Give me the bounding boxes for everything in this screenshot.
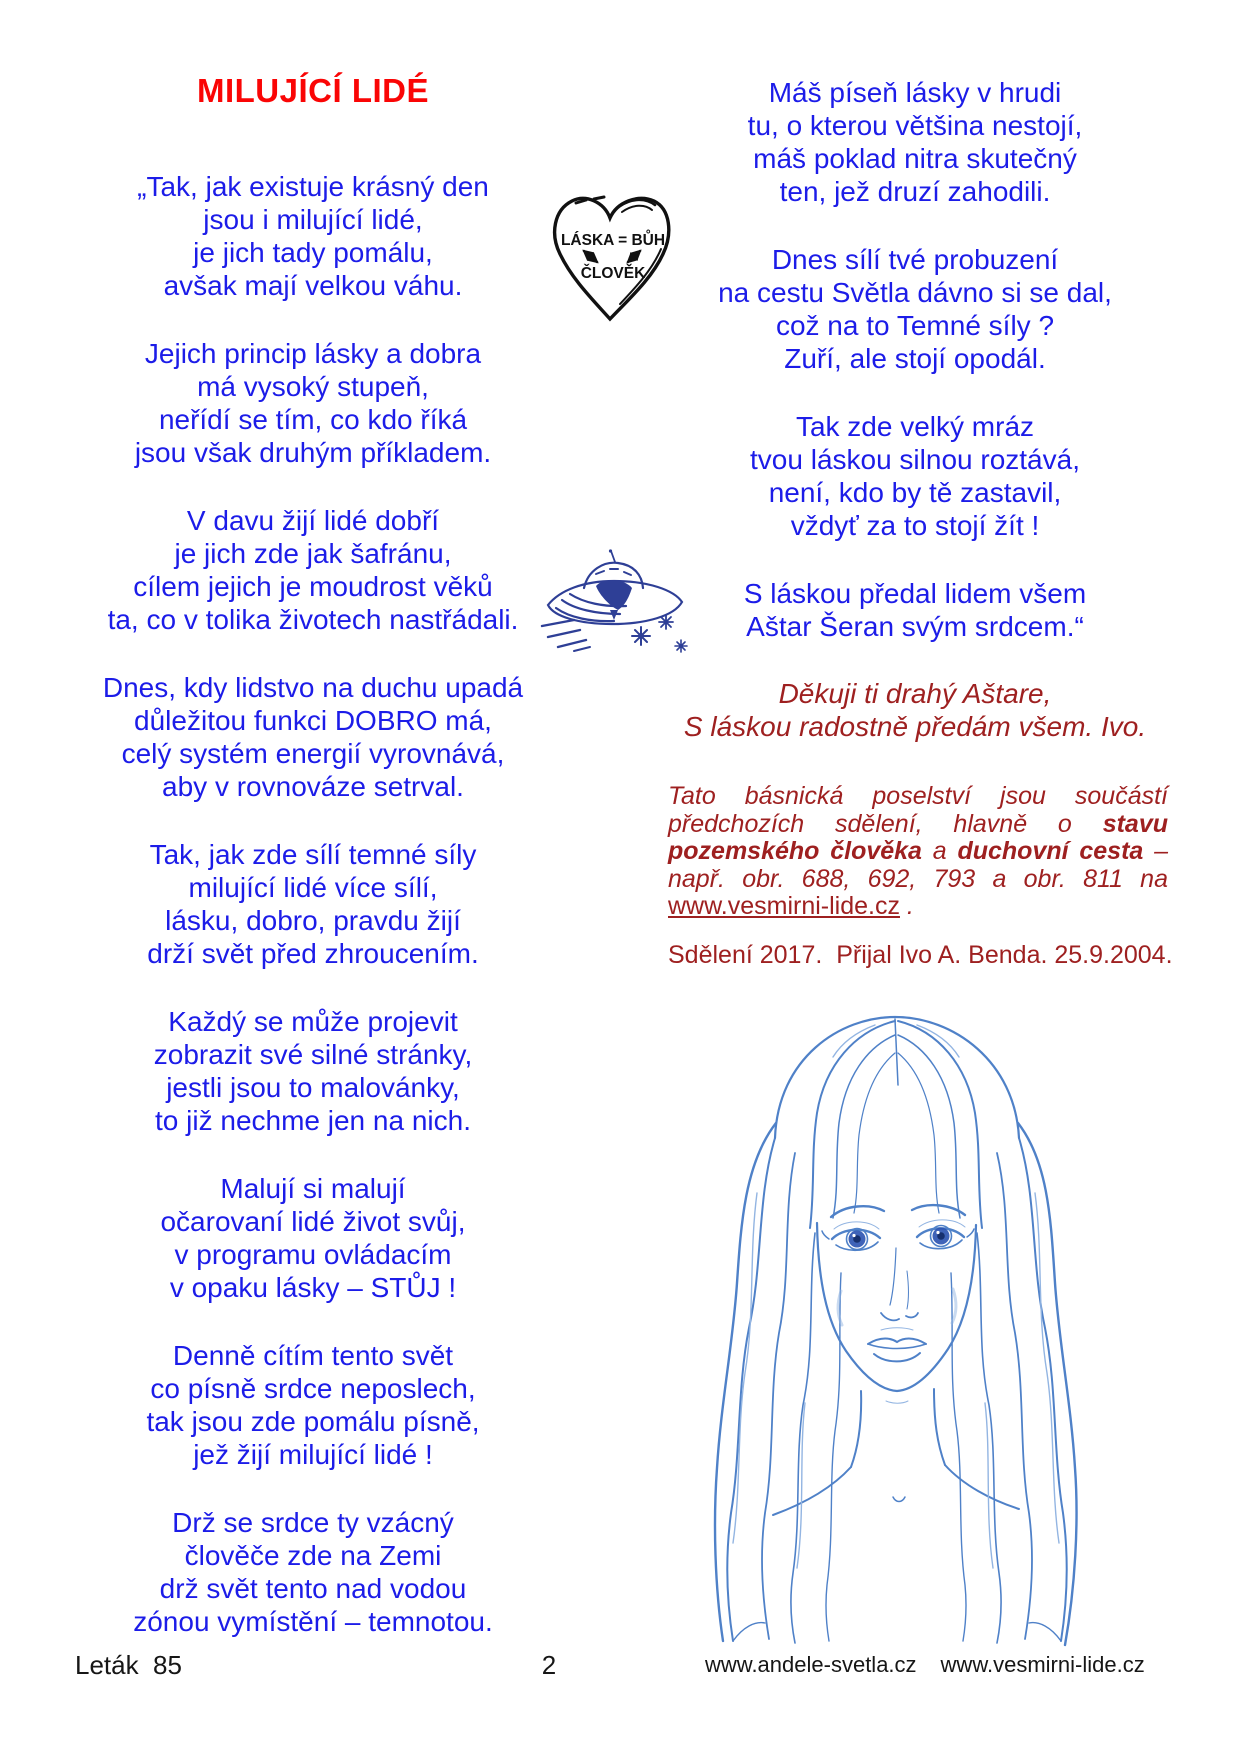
- poem-stanza: [660, 243, 1170, 375]
- note-text: .: [899, 892, 914, 920]
- poem-line: tvou láskou silnou roztává,: [750, 444, 1080, 475]
- poem-line: není, kdo by tě zastavil,: [768, 477, 1062, 508]
- poem-line: milující lidé více sílí,: [188, 872, 438, 903]
- page-footer: [0, 1650, 1240, 1690]
- left-poem-column: [63, 170, 563, 1673]
- note-line: [668, 811, 1168, 839]
- poem-stanza: [63, 1506, 563, 1638]
- poem-line: zónou vymístění – temnotou.: [133, 1606, 493, 1637]
- poem-line: očarovaní lidé život svůj,: [160, 1206, 466, 1237]
- note-text: –: [1143, 837, 1168, 865]
- poem-stanza: [63, 838, 563, 970]
- poem-stanza: [63, 1339, 563, 1471]
- note-text: duchovní cesta: [957, 837, 1144, 865]
- poem-line: jsou i milující lidé,: [203, 204, 423, 235]
- poem-line: neřídí se tím, co kdo říká: [158, 404, 468, 435]
- poem-line: v opaku lásky – STŮJ !: [169, 1272, 457, 1303]
- dedication-line: S láskou radostně předám všem. Ivo.: [683, 711, 1147, 742]
- poem-line: Každý se může projevit: [168, 1006, 458, 1037]
- note-line: [668, 893, 1168, 921]
- poem-stanza: [63, 170, 563, 302]
- right-poem-column: [660, 76, 1170, 678]
- poem-stanza: [660, 410, 1170, 542]
- poem-line: je jich zde jak šafránu,: [174, 538, 452, 569]
- poem-line: Máš píseň lásky v hrudi: [768, 77, 1062, 108]
- poem-line: v programu ovládacím: [174, 1239, 452, 1270]
- note-text: stavu: [1102, 809, 1168, 838]
- poem-line: lásku, dobro, pravdu žijí: [165, 905, 461, 936]
- poem-line: jsou však druhým příkladem.: [134, 437, 492, 468]
- poem-line: Tak, jak zde sílí temné síly: [149, 839, 477, 870]
- poem-line: ta, co v tolika životech nastřádali.: [107, 604, 519, 635]
- poem-line: jež žijí milující lidé !: [193, 1439, 433, 1470]
- heart-love-god-man-icon: [542, 192, 677, 327]
- note-line: [668, 838, 1168, 866]
- vesmirni-lide-link[interactable]: www.vesmirni-lide.cz: [668, 892, 900, 920]
- poem-line: S láskou předal lidem všem: [743, 578, 1087, 609]
- poem-line: Dnes, kdy lidstvo na duchu upadá: [102, 672, 524, 703]
- note-text: a: [921, 837, 958, 865]
- poem-stanza: [63, 1172, 563, 1304]
- heart-top-label: LÁSKA = BŮH: [560, 232, 666, 249]
- footer-url-vesmirni-lide: www.vesmirni-lide.cz: [940, 1652, 1145, 1677]
- poem-line: Denně cítím tento svět: [172, 1340, 454, 1371]
- leaflet-number: Leták 85: [75, 1650, 182, 1680]
- poem-line: Malují si malují: [220, 1173, 406, 1204]
- poem-line: důležitou funkci DOBRO má,: [134, 705, 492, 736]
- poem-line: „Tak, jak existuje krásný den: [137, 171, 489, 202]
- page-title: MILUJÍCÍ LIDÉ: [196, 72, 429, 109]
- note-line: [668, 783, 1168, 811]
- poem-stanza: [63, 671, 563, 803]
- note-text: Tato básnická poselství jsou součástí: [668, 782, 1168, 810]
- page-number: 2: [541, 1650, 557, 1680]
- poem-line: má vysoký stupeň,: [197, 371, 429, 402]
- poem-line: Dnes sílí tvé probuzení: [771, 244, 1059, 275]
- poem-line: což na to Temné síly ?: [775, 310, 1055, 341]
- poem-line: drží svět před zhroucením.: [147, 938, 479, 969]
- note-text: např. obr. 688, 692, 793 a obr. 811 na: [668, 864, 1168, 893]
- poem-line: drž svět tento nad vodou: [159, 1573, 467, 1604]
- poem-line: vždyť za to stojí žít !: [790, 510, 1040, 541]
- poem-line: na cestu Světla dávno si se dal,: [718, 277, 1112, 308]
- poem-stanza: [63, 337, 563, 469]
- poem-stanza: [660, 577, 1170, 643]
- message-credit-line: Sdělení 2017. Přijal Ivo A. Benda. 25.9.2004.: [668, 941, 1173, 969]
- poem-line: V davu žijí lidé dobří: [186, 505, 440, 536]
- poem-stanza: [63, 504, 563, 636]
- poem-line: máš poklad nitra skutečný: [753, 143, 1077, 174]
- footer-url-andele-svetla: www.andele-svetla.cz: [705, 1652, 917, 1677]
- poem-line: avšak mají velkou váhu.: [163, 270, 463, 301]
- poem-line: to již nechme jen na nich.: [155, 1105, 471, 1136]
- dedication-line: Děkuji ti drahý Aštare,: [778, 678, 1052, 709]
- poem-line: tak jsou zde pomálu písně,: [146, 1406, 480, 1437]
- note-text: předchozích sdělení, hlavně o: [668, 809, 1103, 838]
- poem-line: Tak zde velký mráz: [795, 411, 1035, 442]
- poem-line: celý systém energií vyrovnává,: [121, 738, 505, 769]
- poem-stanza: [660, 76, 1170, 208]
- woman-portrait-sketch: [645, 973, 1145, 1653]
- dedication-block: [660, 677, 1170, 743]
- poem-line: jestli jsou to malovánky,: [166, 1072, 460, 1103]
- note-paragraph: [668, 783, 1168, 921]
- poem-line: zobrazit své silné stránky,: [153, 1039, 473, 1070]
- poem-line: je jich tady pomálu,: [193, 237, 433, 268]
- poem-stanza: [63, 1005, 563, 1137]
- poem-line: co písně srdce neposlech,: [150, 1373, 476, 1404]
- heart-bottom-label: ČLOVĚK: [580, 265, 646, 282]
- poem-line: Jejich princip lásky a dobra: [144, 338, 482, 369]
- poem-line: aby v rovnováze setrval.: [162, 771, 464, 802]
- poem-line: Aštar Šeran svým srdcem.“: [746, 611, 1084, 642]
- poem-line: tu, o kterou většina nestojí,: [747, 110, 1083, 141]
- poem-line: Drž se srdce ty vzácný: [172, 1507, 454, 1538]
- poem-line: ten, jež druzí zahodili.: [779, 176, 1051, 207]
- poem-line: cílem jejich je moudrost věků: [133, 571, 493, 602]
- poem-line: Zuří, ale stojí opodál.: [784, 343, 1046, 374]
- note-text: pozemského člověka: [668, 837, 922, 865]
- poem-line: člověče zde na Zemi: [184, 1540, 442, 1571]
- note-line: [668, 866, 1168, 894]
